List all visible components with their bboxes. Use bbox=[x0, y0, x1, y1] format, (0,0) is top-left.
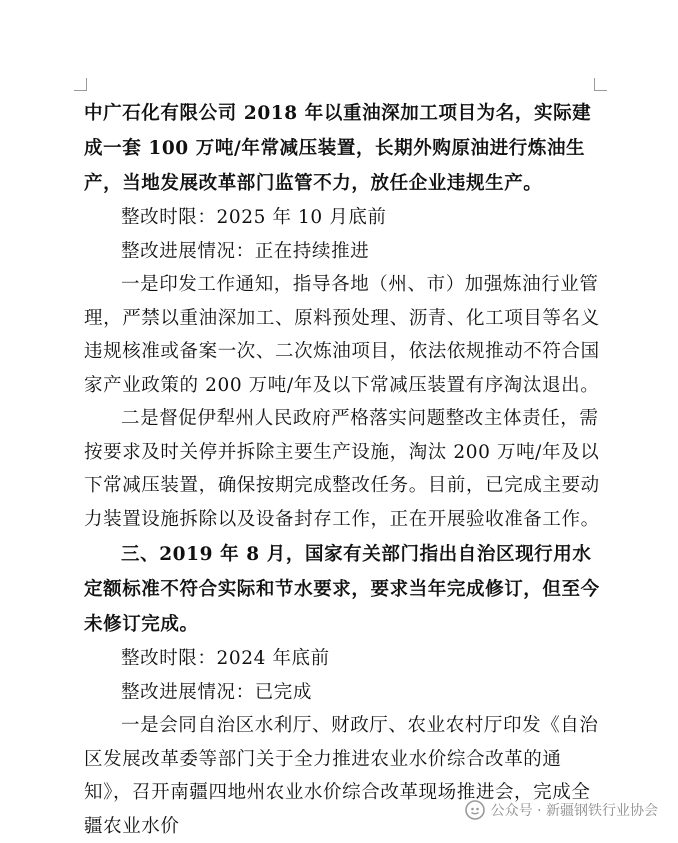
document-body bbox=[84, 96, 604, 843]
paragraph-deadline-2: 整改时限：2024 年底前 bbox=[121, 648, 330, 669]
watermark bbox=[465, 800, 658, 820]
paragraph-measure-2: 二是督促伊犁州人民政府严格落实问题整改主体责任，需按要求及时关停并拆除主要生产设施，淘汰 200 万吨/年及以下常减压装置，确保按期完成整改任务。目前，已完成主要动力装置设施拆除以及设备封存工作，正在开展验收准备工作。 bbox=[84, 408, 600, 530]
page-corner-mark-right bbox=[594, 78, 607, 91]
watermark-text: 公众号 · 新疆钢铁行业协会 bbox=[490, 803, 658, 819]
page-corner-mark-left bbox=[74, 78, 87, 91]
paragraph-measure-3: 一是会同自治区水利厅、财政厅、农业农村厅印发《自治区发展改革委等部门关于全力推进农业水价综合改革的通知》，召开南疆四地州农业水价综合改革现场推进会，完成全疆农业水价 bbox=[84, 715, 599, 837]
wechat-official-account-icon bbox=[465, 800, 485, 820]
paragraph-deadline: 整改时限：2025 年 10 月底前 bbox=[121, 207, 387, 228]
paragraph-issue-3: 三、2019 年 8 月，国家有关部门指出自治区现行用水定额标准不符合实际和节水要求，要求当年完成修订，但至今未修订完成。 bbox=[84, 544, 600, 635]
paragraph-measure-1: 一是印发工作通知，指导各地（州、市）加强炼油行业管理，严禁以重油深加工、原料预处理、沥青、化工项目等名义违规核准或备案一次、二次炼油项目，依法依规推动不符合国家产业政策的 200 万吨/年及以下常减压装置有序淘汰退出。 bbox=[84, 274, 600, 396]
paragraph-progress: 整改进展情况：正在持续推进 bbox=[121, 240, 370, 262]
paragraph-issue-2: 中广石化有限公司 2018 年以重油深加工项目为名，实际建成一套 100 万吨/年常减压装置，长期外购原油进行炼油生产，当地发展改革部门监管不力，放任企业违规生产。 bbox=[84, 103, 592, 194]
paragraph-progress-2: 整改进展情况：已完成 bbox=[121, 681, 313, 703]
